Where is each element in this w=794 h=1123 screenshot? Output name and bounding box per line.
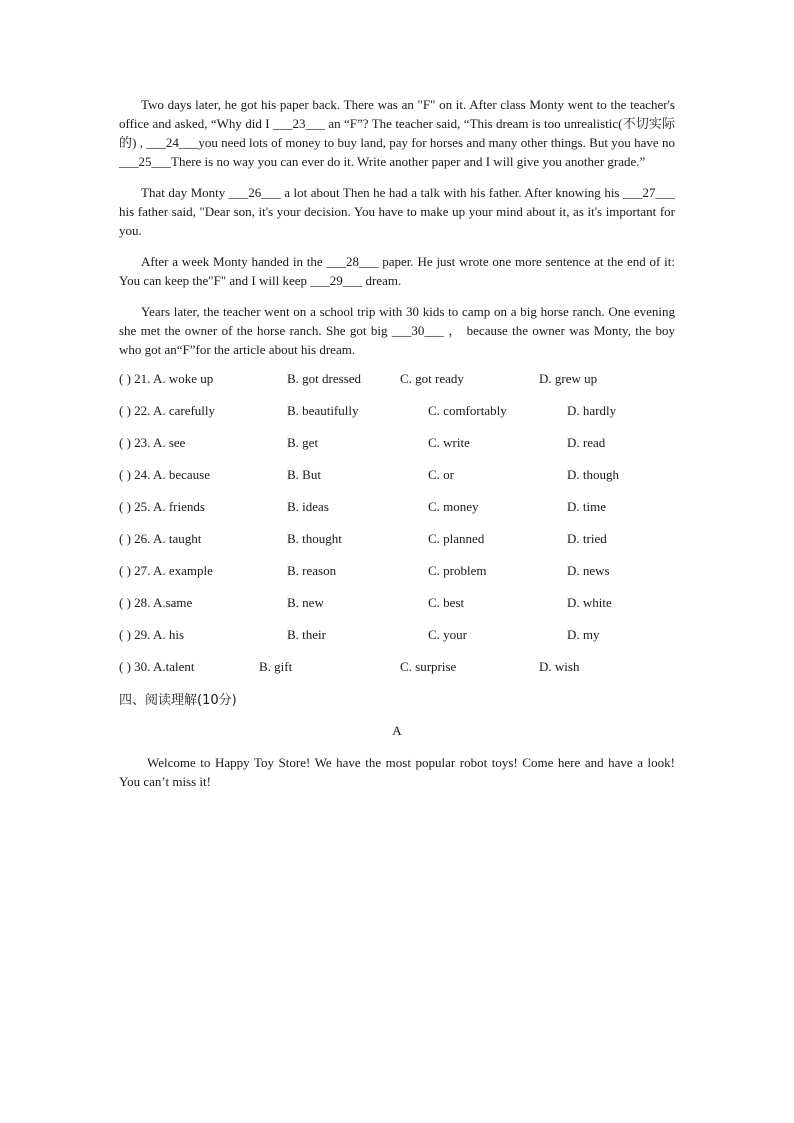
section-heading <box>119 689 675 721</box>
option-c: C. write <box>428 435 470 450</box>
question-23 <box>119 435 675 467</box>
question-22 <box>119 403 675 435</box>
question-28 <box>119 595 675 627</box>
option-b: B. beautifully <box>287 403 359 418</box>
option-b: B. gift <box>259 659 293 674</box>
section-title: 四、阅读理解(10分) <box>119 693 237 708</box>
question-30 <box>119 659 675 691</box>
question-29 <box>119 627 675 659</box>
option-b: B. their <box>287 627 326 642</box>
question-stem: ( ) 26. A. taught <box>119 531 202 546</box>
option-d: D. though <box>567 467 619 482</box>
option-b: B. get <box>287 435 319 450</box>
option-d: D. time <box>567 499 606 514</box>
question-stem: ( ) 21. A. woke up <box>119 371 214 386</box>
worksheet-content <box>119 95 675 791</box>
passage-paragraph-3: After a week Monty handed in the ___28___ paper. He just wrote one more sentence at the end of it: You can keep the"F" and I will keep ___29___ dream. <box>119 254 675 288</box>
option-d: D. tried <box>567 531 607 546</box>
question-stem: ( ) 27. A. example <box>119 563 213 578</box>
passage-paragraph-1: Two days later, he got his paper back. There was an "F" on it. After class Monty went to the teacher's office and asked, “Why did I ___23___ an “F”? The teacher said, “This dream is too unrealistic(不切实际的) , ___24___you need lots of money to buy land, pay for horses and many other things. But you have no ___25___There is no way you can ever do it. Write another paper and I will give you another grade.” <box>119 97 675 169</box>
option-c: C. money <box>428 499 479 514</box>
option-c: C. got ready <box>400 371 464 386</box>
option-d: D. read <box>567 435 606 450</box>
question-stem: ( ) 28. A.same <box>119 595 193 610</box>
question-stem: ( ) 29. A. his <box>119 627 184 642</box>
question-stem: ( ) 25. A. friends <box>119 499 205 514</box>
question-stem: ( ) 24. A. because <box>119 467 210 482</box>
option-d: D. grew up <box>539 371 598 386</box>
question-stem: ( ) 22. A. carefully <box>119 403 216 418</box>
option-b: B. reason <box>287 563 337 578</box>
passage-paragraph-2: That day Monty ___26___ a lot about Then he had a talk with his father. After knowing his ___27___ his father said, "Dear son, it's your decision. You have to make up your mind about it, as it's important for you. <box>119 185 675 238</box>
option-d: D. wish <box>539 659 580 674</box>
option-b: B. new <box>287 595 324 610</box>
question-25 <box>119 499 675 531</box>
option-d: D. hardly <box>567 403 617 418</box>
option-d: D. news <box>567 563 610 578</box>
option-c: C. best <box>428 595 465 610</box>
question-list <box>119 371 675 691</box>
option-c: C. surprise <box>400 659 457 674</box>
question-24 <box>119 467 675 499</box>
reading-passage-a: Welcome to Happy Toy Store! We have the most popular robot toys! Come here and have a look! You can’t miss it! <box>119 755 675 789</box>
question-stem: ( ) 23. A. see <box>119 435 186 450</box>
option-c: C. comfortably <box>428 403 507 418</box>
option-c: C. or <box>428 467 454 482</box>
question-21 <box>119 371 675 403</box>
option-d: D. white <box>567 595 612 610</box>
option-b: B. But <box>287 467 321 482</box>
question-stem: ( ) 30. A.talent <box>119 659 195 674</box>
passage-paragraph-4: Years later, the teacher went on a school trip with 30 kids to camp on a big horse ranch. One evening she met the owner of the horse ranch. She got big ___30___ ， because the owner was Monty, the boy who got an“F”for the article about his dream. <box>119 304 675 357</box>
option-d: D. my <box>567 627 600 642</box>
option-b: B. ideas <box>287 499 329 514</box>
option-b: B. got dressed <box>287 371 362 386</box>
part-label: A <box>392 723 402 738</box>
option-c: C. problem <box>428 563 487 578</box>
option-c: C. planned <box>428 531 485 546</box>
question-26 <box>119 531 675 563</box>
question-27 <box>119 563 675 595</box>
option-b: B. thought <box>287 531 342 546</box>
option-c: C. your <box>428 627 467 642</box>
